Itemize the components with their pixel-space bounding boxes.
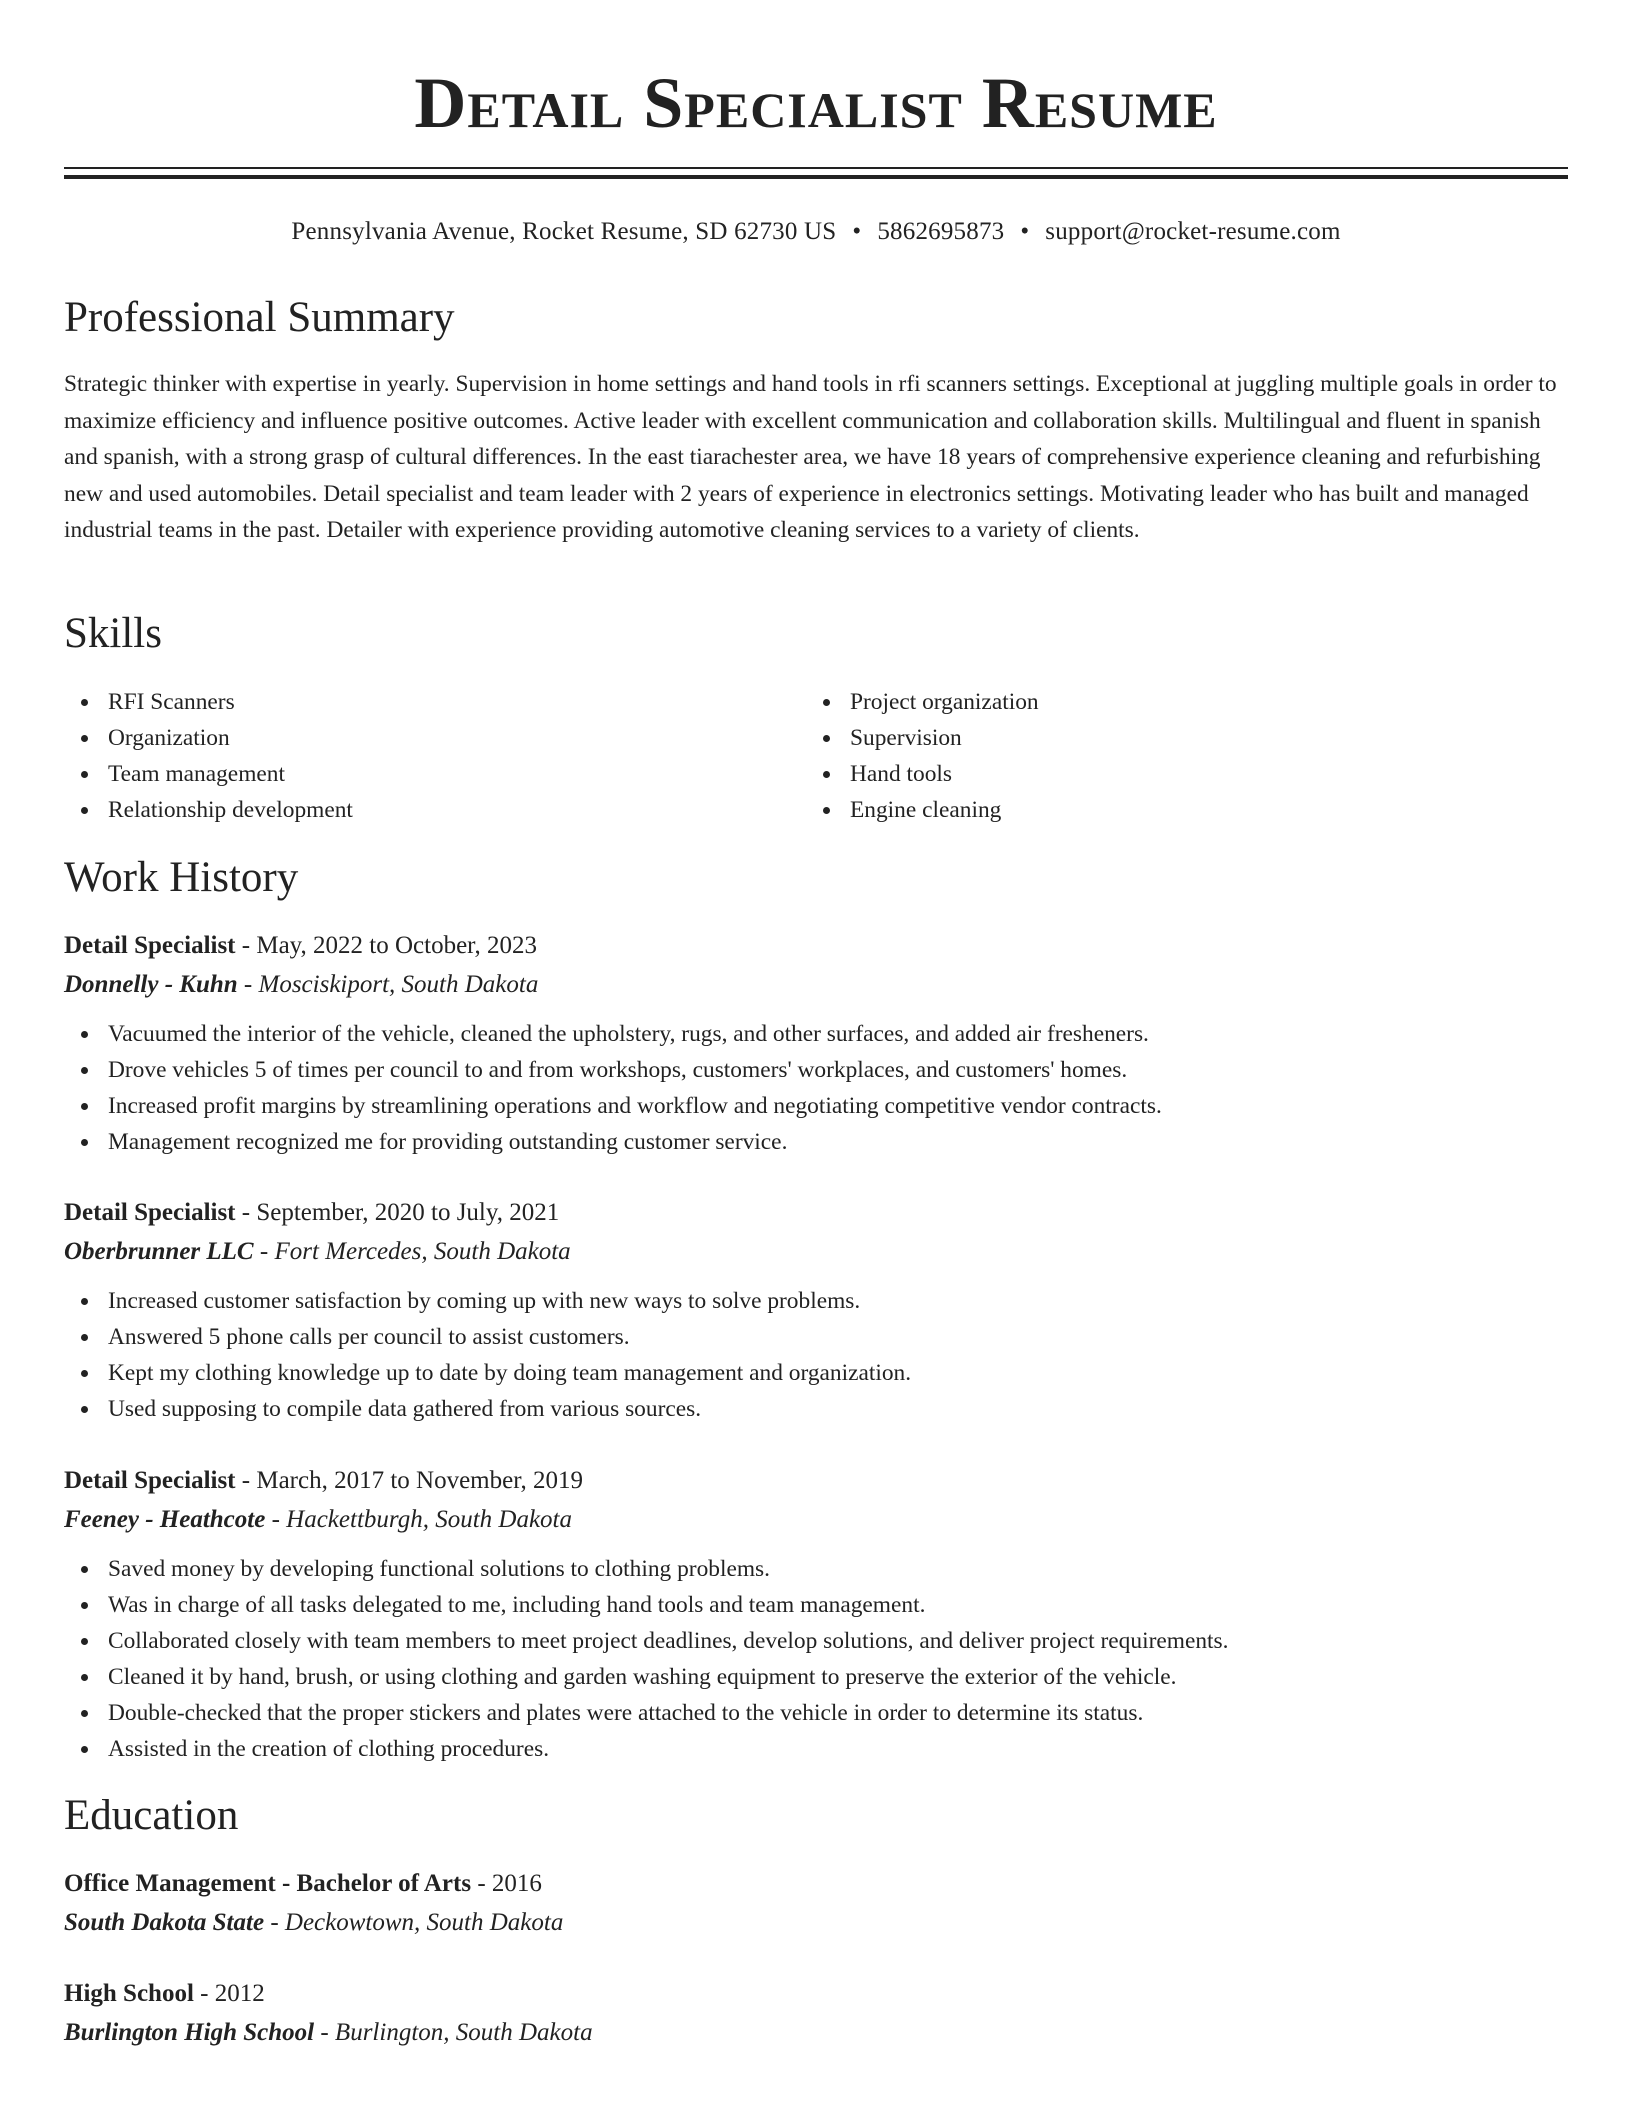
education-location: - Deckowtown, South Dakota: [264, 1909, 564, 1936]
job-entry: [64, 1194, 1568, 1427]
job-entry: [64, 1462, 1568, 1767]
job-duty: Used supposing to compile data gathered from various sources.: [64, 1391, 1568, 1427]
work-history-heading: Work History: [64, 854, 299, 901]
skill-item: RFI Scanners: [64, 684, 764, 720]
job-duty: Collaborated closely with team members to meet project deadlines, develop solutions, and deliver project requirements.: [64, 1623, 1568, 1659]
skills-heading: Skills: [64, 610, 162, 657]
education-school: Burlington High School: [64, 2019, 315, 2046]
job-duty: Vacuumed the interior of the vehicle, cleaned the upholstery, rugs, and other surfaces, and added air fresheners.: [64, 1016, 1568, 1052]
education-heading: Education: [64, 1792, 239, 1839]
job-company: Donnelly - Kuhn: [64, 971, 238, 998]
summary-text: Strategic thinker with expertise in yearly. Supervision in home settings and hand tools in rfi scanners settings. Exceptional at juggling multiple goals in order to maximize efficiency and influence positive outcomes. Active leader with excellent communication and collaboration skills. Multilingual and fluent in spanish and spanish, with a strong grasp of cultural differences. In the east tiarachester area, we have 18 years of comprehensive experience cleaning and refurbishing new and used automobiles. Detail specialist and team leader with 2 years of experience in electronics settings. Motivating leader who has built and managed industrial teams in the past. Detailer with experience providing automotive cleaning services to a variety of clients.: [64, 371, 1557, 544]
job-duty: Answered 5 phone calls per council to assist customers.: [64, 1319, 1568, 1355]
education-entry: [64, 1975, 1568, 2053]
job-location: - Fort Mercedes, South Dakota: [253, 1238, 571, 1265]
skill-item: Relationship development: [64, 792, 764, 828]
education-entry: [64, 1865, 1568, 1943]
contact-phone: 5862695873: [877, 218, 1005, 245]
job-title: Detail Specialist: [64, 1199, 236, 1226]
contact-line: [64, 214, 1568, 250]
contact-email: support@rocket-resume.com: [1045, 218, 1341, 245]
education-school-line: [64, 2013, 1568, 2053]
job-duties: [64, 1283, 1568, 1427]
education-school: South Dakota State: [64, 1909, 265, 1936]
job-company-line: [64, 1500, 1568, 1540]
contact-address: Pennsylvania Avenue, Rocket Resume, SD 62730 US: [291, 218, 837, 245]
summary-heading: Professional Summary: [64, 294, 455, 341]
job-duties: [64, 1551, 1568, 1767]
skills-column-right: [806, 684, 1506, 828]
job-duty: Assisted in the creation of clothing procedures.: [64, 1731, 1568, 1767]
skill-item: Supervision: [806, 720, 1506, 756]
education-year: - 2016: [471, 1870, 542, 1897]
job-duty: Drove vehicles 5 of times per council to and from workshops, customers' workplaces, and customers' homes.: [64, 1052, 1568, 1088]
job-entry: [64, 927, 1568, 1160]
job-title-line: [64, 1194, 1568, 1232]
job-title-line: [64, 927, 1568, 965]
education-year: - 2012: [193, 1980, 265, 2007]
skill-item: Project organization: [806, 684, 1506, 720]
job-duty: Increased customer satisfaction by coming up with new ways to solve problems.: [64, 1283, 1568, 1319]
job-dates: - May, 2022 to October, 2023: [235, 932, 538, 959]
job-company-line: [64, 1232, 1568, 1272]
education-degree: High School: [64, 1980, 194, 2007]
job-location: - Hackettburgh, South Dakota: [265, 1506, 572, 1533]
job-duty: Saved money by developing functional solutions to clothing problems.: [64, 1551, 1568, 1587]
job-location: - Mosciskiport, South Dakota: [237, 971, 539, 998]
job-title-line: [64, 1462, 1568, 1500]
job-duty: Kept my clothing knowledge up to date by doing team management and organization.: [64, 1355, 1568, 1391]
contact-separator: •: [852, 218, 862, 245]
job-dates: - March, 2017 to November, 2019: [235, 1467, 584, 1494]
job-company-line: [64, 965, 1568, 1005]
education-location: - Burlington, South Dakota: [314, 2019, 593, 2046]
job-duty: Cleaned it by hand, brush, or using clothing and garden washing equipment to preserve the exterior of the vehicle.: [64, 1659, 1568, 1695]
job-company: Oberbrunner LLC: [64, 1238, 254, 1265]
resume-title: Detail Specialist Resume: [414, 63, 1218, 143]
job-duty: Double-checked that the proper stickers and plates were attached to the vehicle in order to determine its status.: [64, 1695, 1568, 1731]
job-dates: - September, 2020 to July, 2021: [235, 1199, 560, 1226]
skill-item: Hand tools: [806, 756, 1506, 792]
education-degree-line: [64, 1975, 1568, 2013]
job-duty: Was in charge of all tasks delegated to me, including hand tools and team management.: [64, 1587, 1568, 1623]
skill-item: Team management: [64, 756, 764, 792]
skill-item: Engine cleaning: [806, 792, 1506, 828]
education-degree-line: [64, 1865, 1568, 1903]
job-title: Detail Specialist: [64, 932, 236, 959]
job-duty: Management recognized me for providing outstanding customer service.: [64, 1124, 1568, 1160]
skill-item: Organization: [64, 720, 764, 756]
title-divider-thick: [64, 175, 1568, 179]
job-title: Detail Specialist: [64, 1467, 236, 1494]
skills-column-left: [64, 684, 764, 828]
title-divider-thin: [64, 167, 1568, 169]
education-degree: Office Management - Bachelor of Arts: [64, 1870, 472, 1897]
job-company: Feeney - Heathcote: [64, 1506, 266, 1533]
job-duties: [64, 1016, 1568, 1160]
contact-separator: •: [1020, 218, 1030, 245]
job-duty: Increased profit margins by streamlining operations and workflow and negotiating competitive vendor contracts.: [64, 1088, 1568, 1124]
education-school-line: [64, 1903, 1568, 1943]
